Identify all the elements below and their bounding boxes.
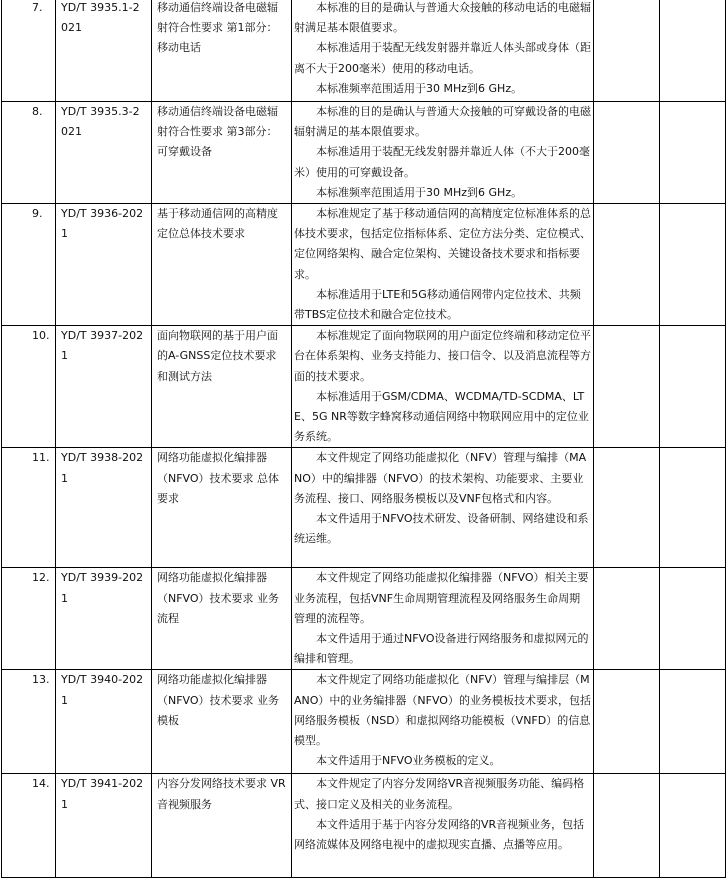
standard-code: YD/T 3935.1-2021: [56, 0, 152, 102]
row-number: 12.: [2, 568, 56, 670]
standard-title: 网络功能虚拟化编排器（NFVO）技术要求 业务流程: [152, 568, 292, 670]
description-paragraph: 本标准频率范围适用于30 MHz到6 GHz。: [316, 81, 523, 95]
row-number: 10.: [2, 326, 56, 448]
empty-cell: [594, 0, 660, 102]
standard-description: [292, 448, 594, 568]
description-paragraph: 本文件适用于NFVO技术研发、设备研制、网络建设和系统运维。: [294, 512, 589, 546]
description-paragraph: 本标准的目的是确认与普通大众接触的可穿戴设备的电磁辐射满足的基本限值要求。: [294, 105, 591, 139]
row-number: 8.: [2, 102, 56, 204]
standard-description: [292, 102, 594, 204]
empty-cell: [660, 774, 726, 878]
standard-description: [292, 670, 594, 774]
table-row: [2, 448, 726, 568]
empty-cell: [594, 670, 660, 774]
empty-cell: [594, 326, 660, 448]
empty-cell: [660, 448, 726, 568]
standard-title: 移动通信终端设备电磁辐射符合性要求 第3部分：可穿戴设备: [152, 102, 292, 204]
standard-description: [292, 204, 594, 326]
standard-title: 网络功能虚拟化编排器（NFVO）技术要求 业务模板: [152, 670, 292, 774]
standard-title: 基于移动通信网的高精度定位总体技术要求: [152, 204, 292, 326]
empty-cell: [660, 0, 726, 102]
standard-code: YD/T 3940-2021: [56, 670, 152, 774]
description-paragraph: 本文件规定了网络功能虚拟化编排器（NFVO）相关主要业务流程，包括VNF生命周期管理流程及网络服务生命周期管理的流程等。: [294, 571, 589, 625]
table-row: [2, 102, 726, 204]
row-number: 9.: [2, 204, 56, 326]
description-paragraph: 本文件规定了内容分发网络VR音视频服务功能、编码格式、接口定义及相关的业务流程。: [294, 777, 585, 811]
description-paragraph: 本文件规定了网络功能虚拟化（NFV）管理与编排层（MANO）中的业务编排器（NFVO）的业务模板技术要求，包括网络服务模板（NSD）和虚拟网络功能模板（VNFD）的信息模型。: [294, 673, 591, 748]
row-number: 7.: [2, 0, 56, 102]
table-row: [2, 568, 726, 670]
description-paragraph: 本标准的目的是确认与普通大众接触的移动电话的电磁辐射满足基本限值要求。: [294, 1, 591, 35]
standard-title: 移动通信终端设备电磁辐射符合性要求 第1部分：移动电话: [152, 0, 292, 102]
standard-code: YD/T 3938-2021: [56, 448, 152, 568]
empty-cell: [594, 448, 660, 568]
empty-cell: [594, 204, 660, 326]
standard-title: 网络功能虚拟化编排器（NFVO）技术要求 总体要求: [152, 448, 292, 568]
standard-code: YD/T 3935.3-2021: [56, 102, 152, 204]
description-paragraph: 本文件适用于通过NFVO设备进行网络服务和虚拟网元的编排和管理。: [294, 632, 589, 666]
standard-description: [292, 326, 594, 448]
standard-title: 面向物联网的基于用户面的A-GNSS定位技术要求和测试方法: [152, 326, 292, 448]
table-row: [2, 204, 726, 326]
standard-code: YD/T 3939-2021: [56, 568, 152, 670]
description-paragraph: 本文件规定了网络功能虚拟化（NFV）管理与编排（MANO）中的编排器（NFVO）的技术架构、功能要求、主要业务流程、接口、网络服务模板以及VNF包格式和内容。: [294, 451, 587, 505]
standard-description: [292, 568, 594, 670]
description-paragraph: 本标准适用于装配无线发射器并靠近人体（不大于200毫米）使用的可穿戴设备。: [294, 145, 590, 179]
table-row: [2, 774, 726, 878]
empty-cell: [660, 204, 726, 326]
row-number: 11.: [2, 448, 56, 568]
description-paragraph: 本标准频率范围适用于30 MHz到6 GHz。: [316, 185, 523, 199]
description-paragraph: 本标准规定了面向物联网的用户面定位终端和移动定位平台在体系架构、业务支持能力、接口信令、以及消息流程等方面的技术要求。: [294, 329, 591, 383]
description-paragraph: 本标准适用于装配无线发射器并靠近人体头部或身体（距离不大于200毫米）使用的移动电话。: [294, 41, 591, 75]
table-row: [2, 670, 726, 774]
empty-cell: [660, 568, 726, 670]
description-paragraph: 本文件适用于基于内容分发网络的VR音视频业务，包括网络流媒体及网络电视中的虚拟现实直播、点播等应用。: [294, 817, 585, 852]
empty-cell: [660, 670, 726, 774]
row-number: 13.: [2, 670, 56, 774]
table-row: [2, 0, 726, 102]
standard-code: YD/T 3937-2021: [56, 326, 152, 448]
description-paragraph: 本标准规定了基于移动通信网的高精度定位标准体系的总体技术要求，包括定位指标体系、定位方法分类、定位模式、定位网络架构、融合定位架构、关键设备技术要求和指标要求。: [294, 207, 591, 281]
table-row: [2, 326, 726, 448]
standards-table: [1, 0, 726, 878]
standard-title: 内容分发网络技术要求 VR音视频服务: [152, 774, 292, 878]
description-paragraph: 本标准适用于GSM/CDMA、WCDMA/TD-SCDMA、LTE、5G NR等数字蜂窝移动通信网络中物联网应用中的定位业务系统。: [294, 389, 589, 444]
standard-code: YD/T 3936-2021: [56, 204, 152, 326]
empty-cell: [594, 568, 660, 670]
empty-cell: [594, 102, 660, 204]
row-number: 14.: [2, 774, 56, 878]
standard-description: [292, 0, 594, 102]
description-paragraph: 本标准适用于LTE和5G移动通信网带内定位技术、共频带TBS定位技术和融合定位技术。: [294, 287, 581, 322]
standard-code: YD/T 3941-2021: [56, 774, 152, 878]
description-paragraph: 本文件适用于NFVO业务模板的定义。: [316, 754, 501, 768]
empty-cell: [660, 326, 726, 448]
standard-description: [292, 774, 594, 878]
empty-cell: [660, 102, 726, 204]
empty-cell: [594, 774, 660, 878]
